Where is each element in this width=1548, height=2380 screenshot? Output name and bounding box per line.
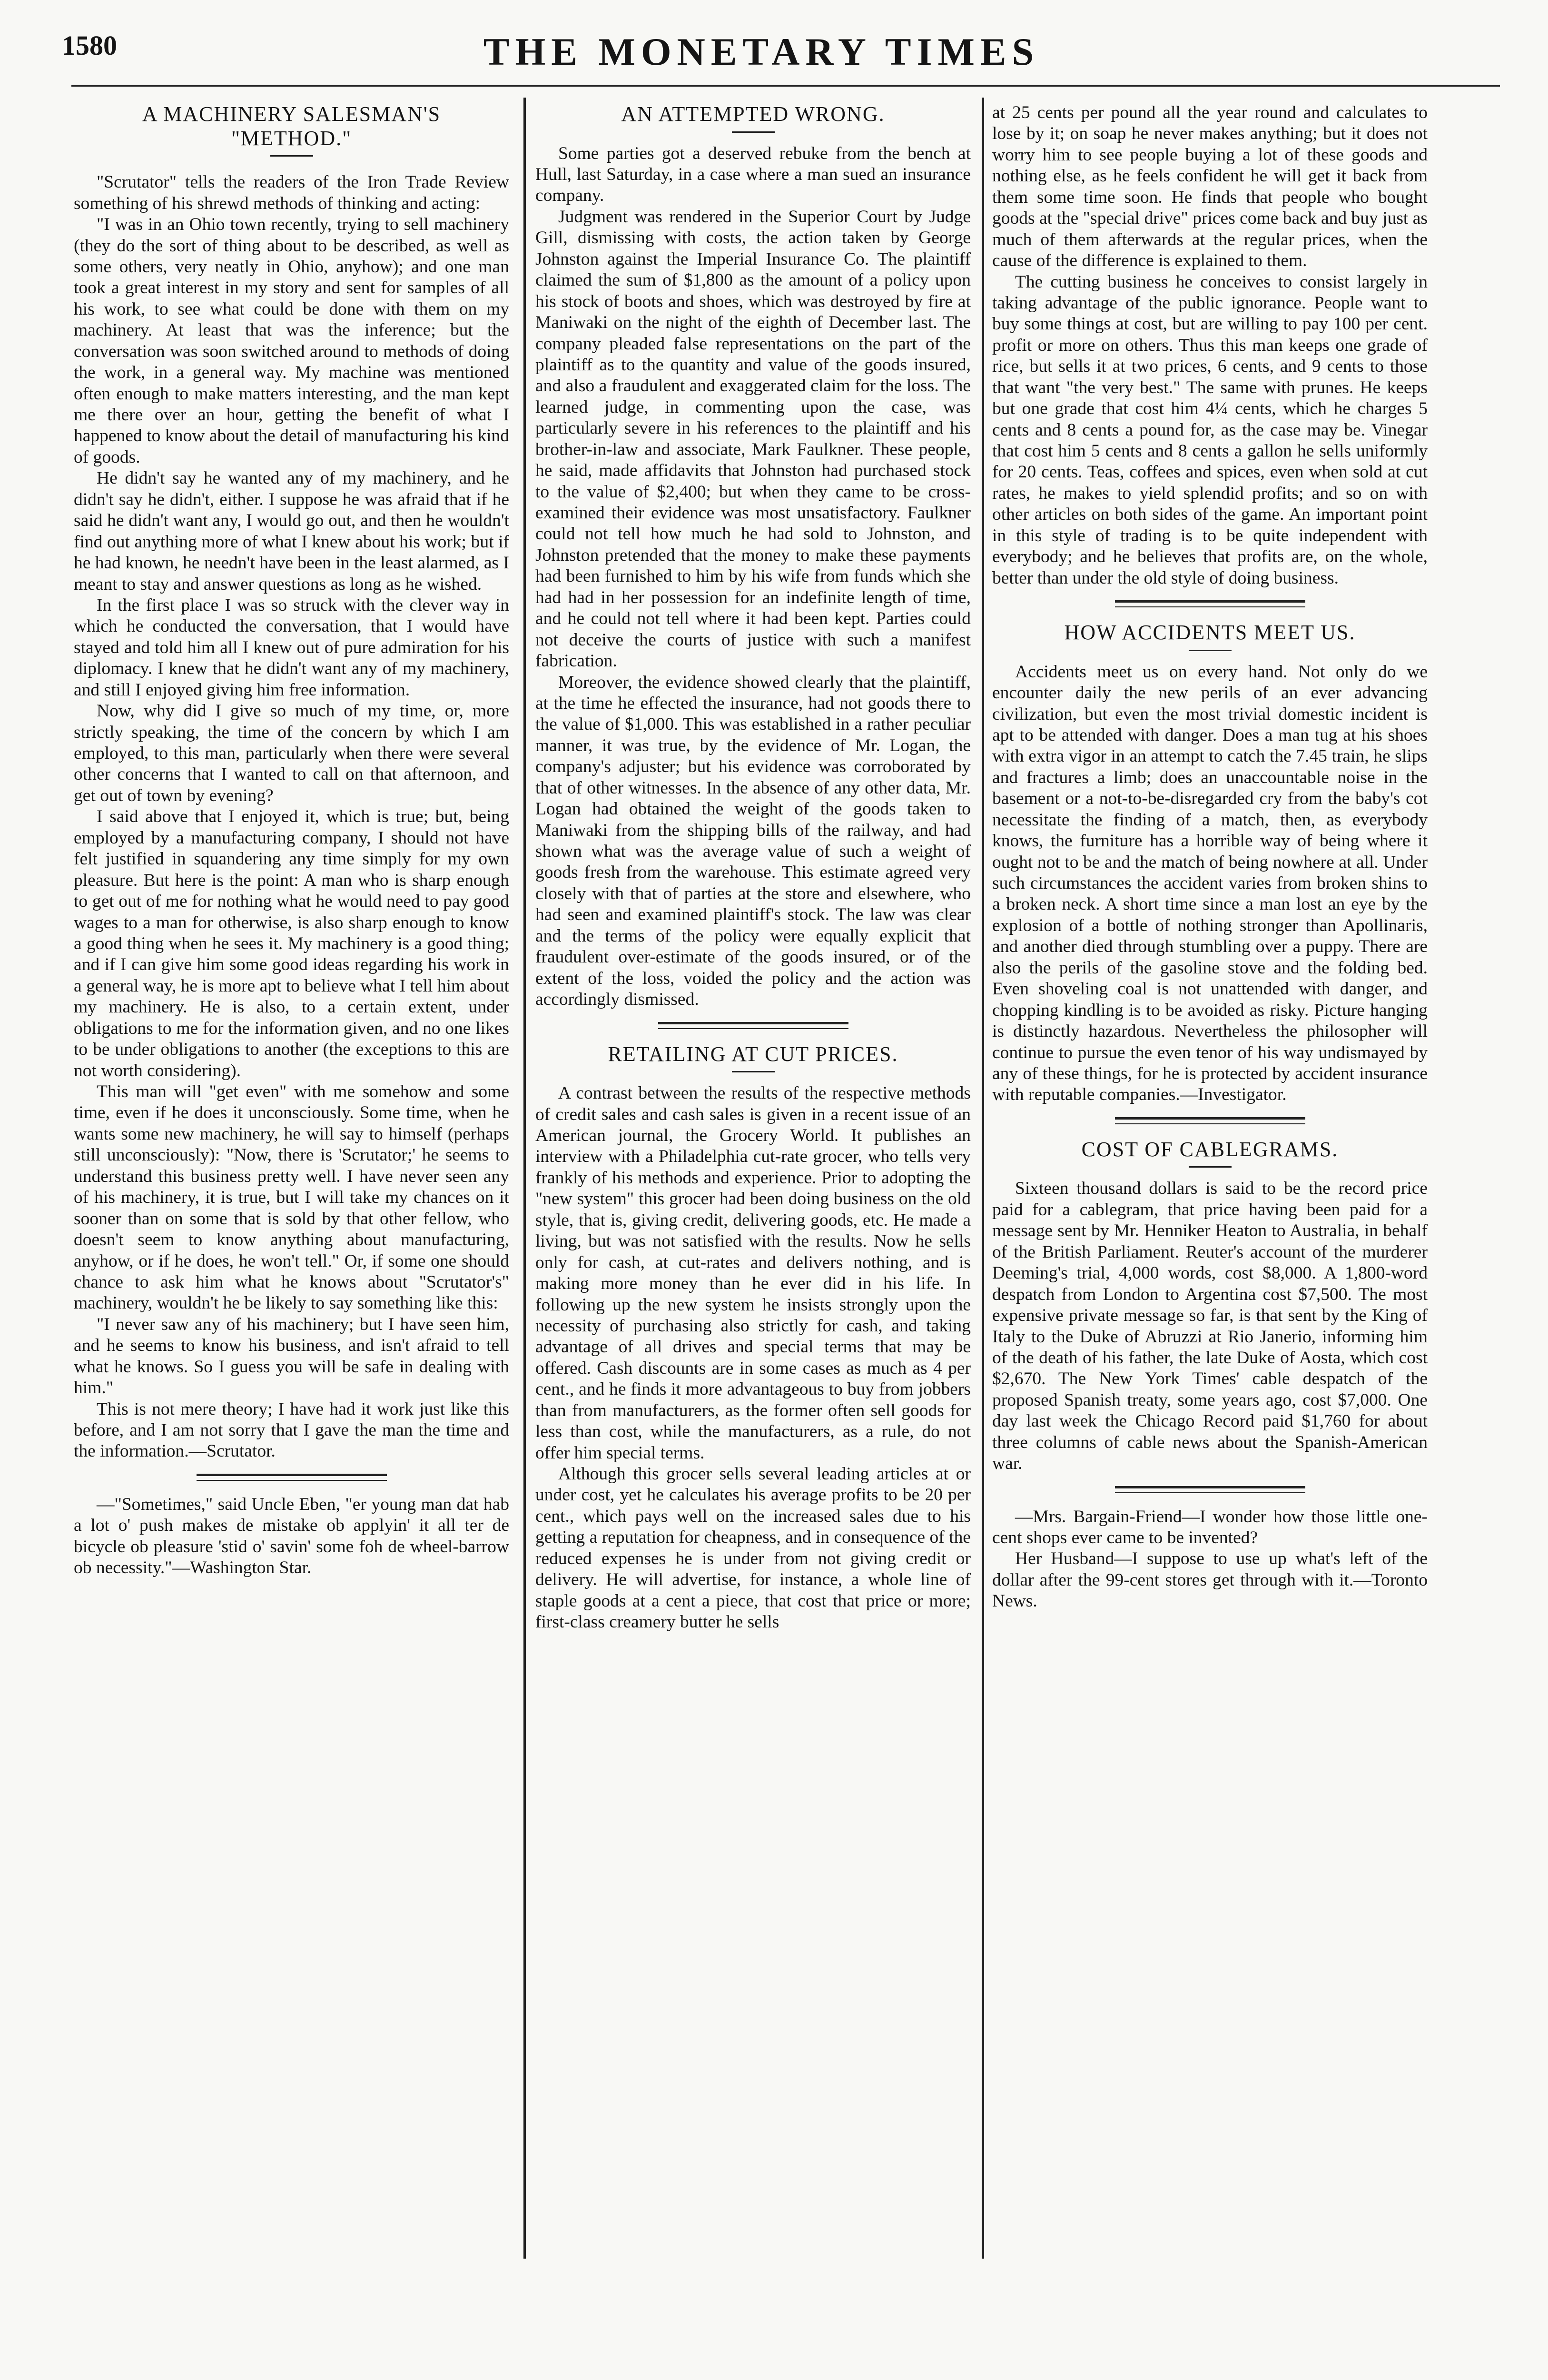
article-paragraph: The cutting business he conceives to consist largely in taking advantage of the public ignorance. People want to buy some things at cost, but are willing to pay 100 per cent. profit or more on others. Thus this man keeps one grade of rice, but sells it at two prices, 6 cents, and 9 cents to those that want "the very best." The same with prunes. He keeps but one grade that cost him 4¼ cents, which he charges 5 cents and 8 cents a pound for, as the case may be. Vinegar that cost him 5 cents and 8 cents a gallon he sells uniformly for 20 cents. Teas, coffees and spices, even when sold at cut rates, he makes to yield splendid profits; and so on with other articles on both sides of the game. An important point in this style of trading is to be quite independent with everybody; and he believes that profits are, on the whole, better than under the old style of doing business.	[992, 272, 1428, 588]
article-heading-attempted-wrong: AN ATTEMPTED WRONG.	[621, 102, 885, 126]
article-heading-retailing: RETAILING AT CUT PRICES.	[608, 1042, 898, 1066]
article-paragraph: Sixteen thousand dollars is said to be the record price paid for a cablegram, that price having been paid for a message sent by Mr. Henniker Heaton to Australia, in behalf of the British Parliament. Reuter's account of the murderer Deeming's trial, 4,000 words, cost $8,000. A 1,800-word despatch from London to Argentina cost $7,500. The most expensive private message so far, is that sent by the King of Italy to the Duke of Abruzzi at Rio Janerio, informing him of the death of his father, the late Duke of Aosta, which cost $2,670. The New York Times' cable despatch of the proposed Spanish treaty, some years ago, cost $7,000. One day last week the Chicago Record paid $1,760 for about three columns of cable news about the Spanish-American war.	[992, 1179, 1428, 1474]
article-paragraph: He didn't say he wanted any of my machinery, and he didn't say he didn't, either. I suppose he was afraid that if he said he didn't want any, I would go out, and then he wouldn't find out anything more of what I knew about his work; but if he had known, he needn't have been in the least alarmed, as I meant to stay and answer questions as long as he wished.	[74, 468, 509, 594]
section-divider	[1115, 1117, 1305, 1124]
column-divider	[523, 98, 526, 2259]
section-divider	[197, 1474, 387, 1481]
article-paragraph: "Scrutator" tells the readers of the Iron Trade Review something of his shrewd methods of thinking and acting:	[74, 172, 509, 213]
heading-rule	[1189, 1166, 1232, 1168]
masthead: THE MONETARY TIMES	[483, 30, 1040, 73]
article-paragraph: In the first place I was so struck with the clever way in which he conducted the conversation, that I would have stayed and told him all I knew out of pure admiration for his diplomacy. I knew that he didn't want any of my machinery, and still I enjoyed giving him free information.	[74, 595, 509, 700]
heading-rule	[732, 131, 775, 133]
article-paragraph: Although this grocer sells several leading articles at or under cost, yet he calculates his average profits to be 20 per cent., which pays well on the increased sales due to his getting a reputation for cheapness, and in consequence of the reduced expenses he is under from not giving credit or delivery. He will advertise, for instance, a whole line of staple goods at a cent a piece, that cost that price or more; first-class creamery butter he sells	[535, 1464, 971, 1632]
article-paragraph: Her Husband—I suppose to use up what's left of the dollar after the 99-cent stores get through with it.—Toronto News.	[992, 1549, 1428, 1611]
article-paragraph: "I never saw any of his machinery; but I have seen him, and he seems to know his business, and isn't afraid to tell what he knows. So I guess you will be safe in dealing with him."	[74, 1314, 509, 1398]
article-paragraph-eben: —"Sometimes," said Uncle Eben, "er young man dat hab a lot o' push makes de mistake ob applyin' it all ter de bicycle ob pleasure 'stid o' savin' some foh de wheel-barrow ob necessity."—Washington Star.	[74, 1494, 509, 1578]
article-paragraph: This man will "get even" with me somehow and some time, even if he does it unconsciously. Some time, when he wants some new machinery, he will say to himself (perhaps still unconsciously): "Now, there is 'Scrutator;' he seems to understand this business pretty well. I have never seen any of his machinery, it is true, but I will take my chances on it sooner than on some that is sold by that other fellow, who doesn't seem to know anything about manufacturing, anyhow, or if he does, he won't tell." Or, if some one should chance to ask him what he knows about "Scrutator's" machinery, wouldn't he be likely to say something like this:	[74, 1082, 509, 1313]
heading-rule	[732, 1071, 775, 1072]
article-paragraph: "I was in an Ohio town recently, trying to sell machinery (they do the sort of thing about to be described, as well as some others, very neatly in Ohio, anyhow); and one man took a great interest in my story and sent for samples of all his work, to see what could be done with them on my machinery. At least that was the inference; but the conversation was soon switched around to methods of doing the work, in a general way. My machine was mentioned often enough to make matters interesting, and the man kept me there over an hour, getting the benefit of what I happened to know about the detail of manufacturing his kind of goods.	[74, 215, 509, 467]
article-paragraph: I said above that I enjoyed it, which is true; but, being employed by a manufacturing company, I should not have felt justified in squandering any time simply for my own pleasure. But here is the point: A man who is sharp enough to get out of me for nothing what he would need to pay good wages to a man for otherwise, is also sharp enough to know a good thing when he sees it. My machinery is a good thing; and if I can give him some good ideas regarding his work in a general way, he is more apt to believe what I tell him about my machinery. He is also, to a certain extent, under obligations to me for the information given, and no one likes to be under obligations to another (the exceptions to this are not worth considering).	[74, 807, 509, 1081]
section-divider	[1115, 1486, 1305, 1493]
page-number: 1580	[62, 30, 117, 61]
column-divider	[982, 98, 984, 2259]
article-paragraph: This is not mere theory; I have had it work just like this before, and I am not sorry that I gave the man the time and the information.—Scrutator.	[74, 1399, 509, 1461]
header-rule	[71, 85, 1500, 87]
section-divider	[658, 1022, 848, 1029]
column-1	[74, 102, 509, 2273]
heading-rule	[270, 155, 313, 157]
article-paragraph: Moreover, the evidence showed clearly that the plaintiff, at the time he effected the insurance, had not goods there to the value of $1,000. This was established in a rather peculiar manner, it was true, by the evidence of Mr. Logan, the company's adjuster; but his evidence was corroborated by that of other witnesses. In the absence of any other data, Mr. Logan had obtained the weight of the goods taken to Maniwaki from the shipping bills of the railway, and had shown what was the average value of such a weight of goods fresh from the warehouse. This estimate agreed very closely with that of parties at the store and elsewhere, who had seen and examined plaintiff's stock. The law was clear and the terms of the policy were equally explicit that fraudulent over-estimate of the goods insured, or of the extent of the loss, voided the policy and the action was accordingly dismissed.	[535, 672, 971, 1010]
article-paragraph: A contrast between the results of the respective methods of credit sales and cash sales is given in a recent issue of an American journal, the Grocery World. It publishes an interview with a Philadelphia cut-rate grocer, who tells very frankly of his methods and experience. Prior to adopting the "new system" this grocer had been doing business on the old style, that is, giving credit, delivering goods, etc. He made a living, but was not satisfied with the results. Now he sells only for cash, at cut-rates and delivers nothing, and is making more money than he ever did in his life. In following up the new system he insists strongly upon the necessity of purchasing also strictly for cash, and taking advantage of all drives and special terms that may be offered. Cash discounts are in some cases as much as 4 per cent., and he finds it more advantageous to buy from jobbers than from manufacturers, as the former often sell goods for less than cost, while the manufacturers, as a rule, do not offer him special terms.	[535, 1083, 971, 1463]
article-paragraph: Accidents meet us on every hand. Not only do we encounter daily the new perils of an ever advancing civilization, but even the most trivial domestic incident is apt to be attended with danger. Does a man tug at his shoes with extra vigor in an attempt to catch the 7.45 train, he slips and fractures a limb; does an unaccountable noise in the basement or a not-to-be-disregarded cry from the baby's cot necessitate the finding of a match, then, as everybody knows, the furniture has a horrible way of being where it ought not to be and the match of being nowhere at all. Under such circumstances the accident varies from broken shins to a broken neck. A short time since a man lost an eye by the explosion of a bottle of nothing stronger than Apollinaris, and another died through stumbling over a puppy. There are also the perils of the gasoline stove and the folding bed. Even shoveling coal is not unattended with danger, and chopping kindling is to be avoided as risky. Picture hanging is distinctly hazardous. Nevertheless the philosopher will continue to pursue the even tenor of his way undismayed by any of these things, for he is protected by accident insurance with reputable companies.—Investigator.	[992, 662, 1428, 1105]
article-paragraph: Some parties got a deserved rebuke from the bench at Hull, last Saturday, in a case where a man sued an insurance company.	[535, 143, 971, 206]
article-heading-cablegrams: COST OF CABLEGRAMS.	[1081, 1137, 1339, 1161]
column-3	[992, 102, 1428, 2273]
article-paragraph: at 25 cents per pound all the year round and calculates to lose by it; on soap he never makes anything; but it does not worry him to see people buying a lot of these goods and nothing else, as he feels confident he will get it back from them some time soon. He finds that people who bought goods at the "special drive" prices come back and buy just as much of them afterwards at the regular prices, when the cause of the difference is explained to them.	[992, 103, 1428, 271]
article-paragraph: —Mrs. Bargain-Friend—I wonder how those little one-cent shops ever came to be invented?	[992, 1507, 1428, 1547]
section-divider	[1115, 600, 1305, 607]
article-heading-accidents: HOW ACCIDENTS MEET US.	[1064, 621, 1356, 645]
article-paragraph: Now, why did I give so much of my time, or, more strictly speaking, the time of the concern by which I am employed, to this man, particularly when there were several other concerns that I wanted to call on that afternoon, and get out of town by evening?	[74, 701, 509, 805]
article-heading-machinery: A MACHINERY SALESMAN'S	[142, 102, 441, 126]
heading-rule	[1189, 650, 1232, 651]
article-paragraph: Judgment was rendered in the Superior Court by Judge Gill, dismissing with costs, the action taken by George Johnston against the Imperial Insurance Co. The plaintiff claimed the sum of $1,800 as the amount of a policy upon his stock of boots and shoes, which was destroyed by fire at Maniwaki on the night of the eighth of December last. The company pleaded false representations on the part of the plaintiff as to the quantity and value of the goods insured, and also a fraudulent and exaggerated claim for the loss. The learned judge, in commenting upon the case, was particularly severe in his references to the plaintiff and his brother-in-law and associate, Mark Faulkner. These people, he said, made affidavits that Johnston had purchased stock to the value of $2,400; but when they came to be cross-examined their evidence was most unsatisfactory. Faulkner could not tell how much he had sold to Johnston, and Johnston pretended that the money to make these payments had been furnished to him by his wife from funds which she had had in her possession for an indefinite length of time, and he could not tell where it had been kept. Parties could not deceive the courts of justice with such a manifest fabrication.	[535, 207, 971, 671]
column-2	[535, 102, 971, 2273]
article-heading-machinery-line2: "METHOD."	[231, 126, 352, 150]
